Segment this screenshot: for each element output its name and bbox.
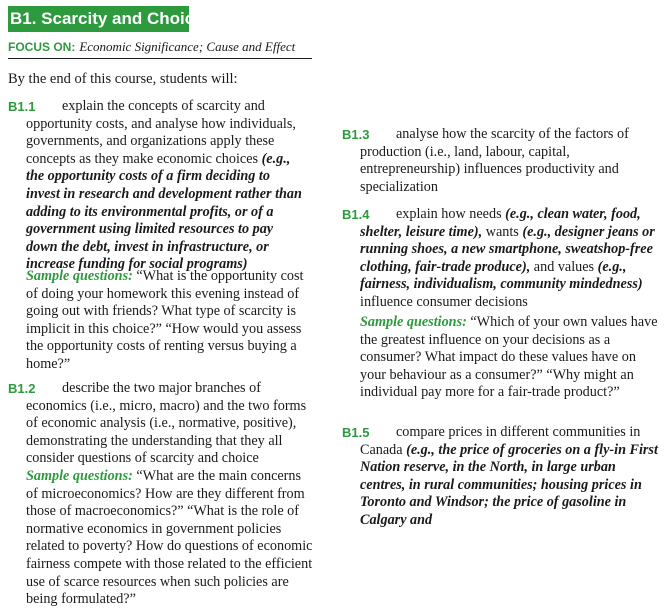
focus-row	[8, 38, 312, 59]
sample-questions-b1-2	[26, 468, 316, 609]
expectation-examples: (e.g., designer jeans or running shoes, a new smartphone, sweatshop-free clothing, fair-trade produce),	[360, 223, 655, 275]
expectation-body: describe the two major branches of economics (i.e., micro, macro) and the two forms of economic analysis (i.e., normative, positive), demonstrating the understanding that they all consider questions of scarcity and choice	[26, 380, 307, 467]
expectation-code: B1.4	[342, 207, 370, 222]
expectation-code: B1.2	[8, 381, 36, 396]
sample-label: Sample questions:	[360, 314, 467, 330]
expectation-text: explain the concepts of scarcity and opportunity costs, and analyse how individuals, governments, and organizations apply these concepts as they make economic choices	[26, 98, 296, 167]
intro-text: By the end of this course, students will:	[8, 71, 238, 87]
section-title: B1. Scarcity and Choice	[10, 9, 204, 28]
expectation-code: B1.1	[8, 99, 36, 114]
expectation-text: influence consumer decisions	[360, 293, 528, 310]
expectation-text: explain how needs	[396, 206, 502, 222]
sample-label: Sample questions:	[26, 268, 133, 284]
expectation-text: wants	[485, 223, 519, 240]
focus-text: Economic Significance; Cause and Effect	[79, 39, 296, 54]
expectation-examples: (e.g., fairness, individualism, community mindedness)	[360, 258, 643, 293]
sample-label: Sample questions:	[26, 468, 133, 484]
expectation-b1-3	[342, 126, 656, 196]
expectation-text: and values	[533, 258, 595, 275]
expectation-body: analyse how the scarcity of the factors of production (i.e., land, labour, capital, entrepreneurship) influences productivity and specialization	[360, 126, 629, 195]
expectation-examples: (e.g., clean water, food, shelter, leisure time),	[360, 206, 641, 240]
expectation-b1-5	[342, 424, 660, 530]
expectation-code: B1.3	[342, 127, 370, 142]
sample-questions-b1-4	[360, 314, 660, 402]
expectation-body	[8, 98, 306, 274]
focus-label: FOCUS ON:	[8, 40, 76, 54]
expectation-b1-4	[342, 206, 660, 312]
expectation-text: compare prices in different communities in Canada	[360, 424, 641, 458]
sample-questions-b1-1	[26, 268, 308, 374]
sample-text: “What is the opportunity cost of doing your homework this evening instead of going out with friends? What type of scarcity is implicit in this choice?” “How would you assess the opportunity costs of renting versus buying a home?”	[26, 268, 304, 372]
sample-text: “Which of your own values have the greatest influence on your decisions as a consumer? What impact do these values have on your behaviour as a consumer?” “Why might an individual pay more for a fair-trade product?”	[360, 314, 658, 401]
expectation-code: B1.5	[342, 425, 370, 440]
expectation-body	[342, 424, 660, 530]
sample-text: “What are the main concerns of microeconomics? How are they different from those of macroeconomics?” “What is the role of normative economics in government policies related to poverty? How do questions of economic fairness compete with those related to the efficient use of scarce resources when such policies are being formulated?”	[26, 468, 313, 608]
expectation-examples: (e.g., the opportunity costs of a firm deciding to invest in research and development rather than adding to its environmental profits, or of a government using limited resources to pay down the debt, invest in infrastructure, or increase funding for social programs)	[26, 150, 302, 273]
expectation-b1-2	[8, 380, 314, 468]
expectation-examples: (e.g., the price of groceries on a fly-in First Nation reserve, in the North, in large urban centres, in rural communities; housing prices in Toronto and Windsor; the price of gasoline in Calgary and	[360, 441, 658, 528]
expectation-b1-1	[8, 98, 306, 274]
expectation-body	[342, 206, 660, 312]
